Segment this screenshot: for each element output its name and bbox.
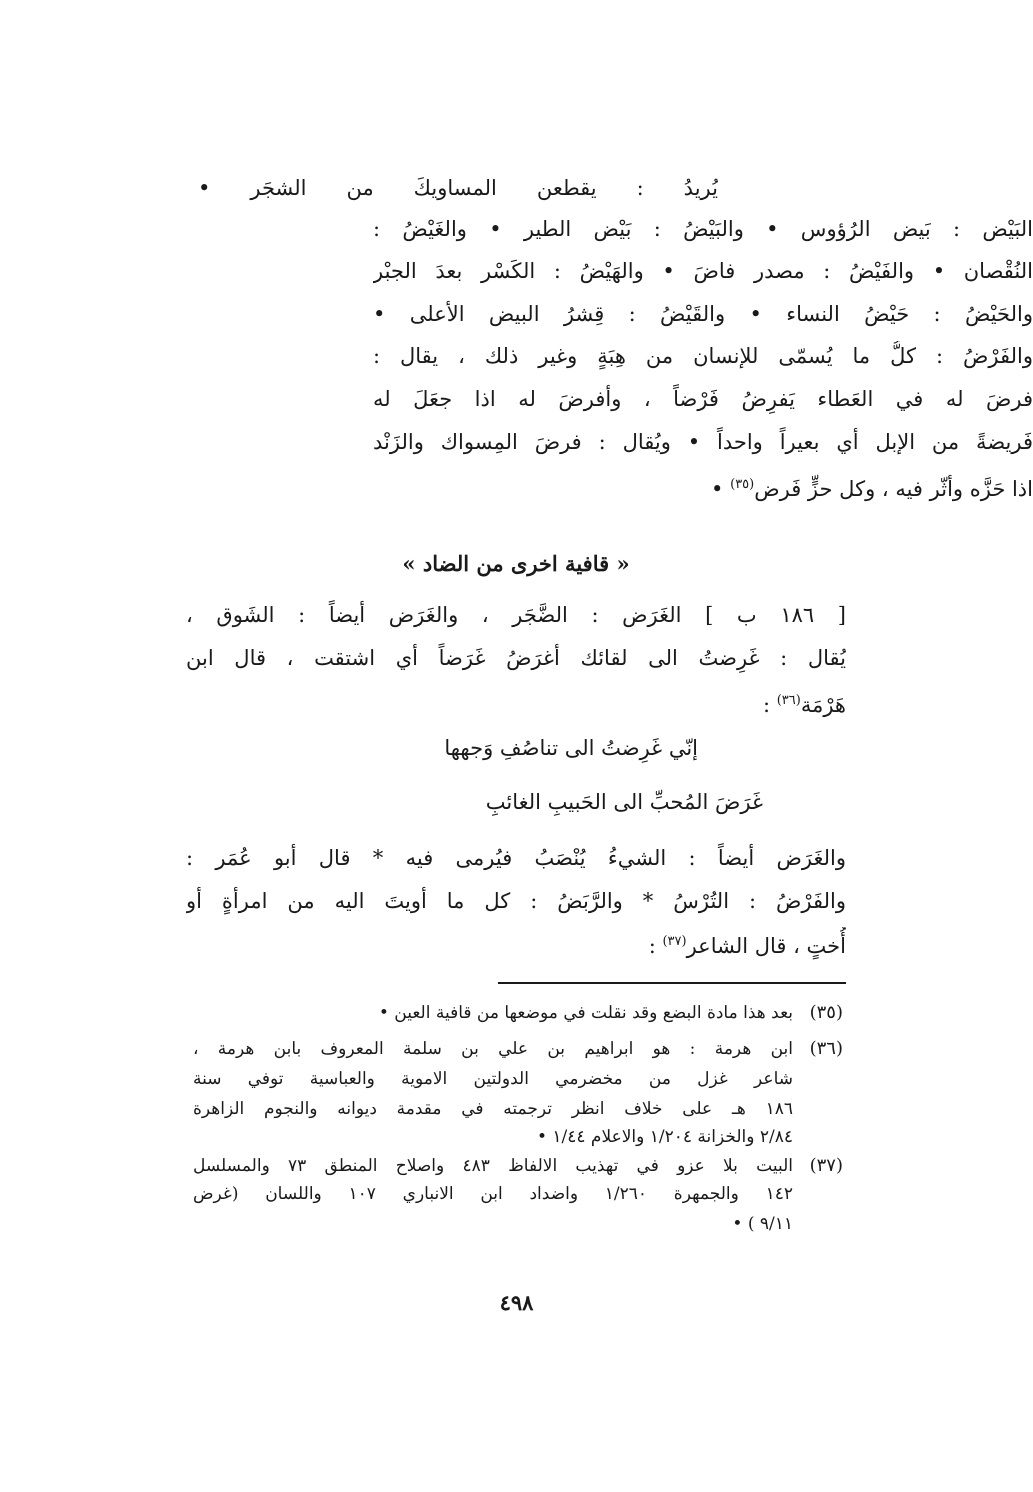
- body-line: البَيْض : بَيض الرُؤوس • والبَيْضُ : بَيْض الطير • والغَيْضُ :: [373, 217, 1033, 241]
- body-line: فَريضةً من الإبل أي بعيراً واحداً • ويُقال : فرضَ المِسواك والزَنْد: [373, 430, 1033, 454]
- footnote-line: شاعر غزل من مخضرمي الدولتين الاموية والعباسية توفي سنة: [193, 1069, 793, 1089]
- footnote-line: ابن هرمة : هو ابراهيم بن علي بن سلمة المعروف بابن هرمة ،: [193, 1039, 793, 1059]
- section-line: [ ١٨٦ ب ] الغَرَض : الضَّجَر ، والغَرَض أيضاً : الشَوق ،: [186, 603, 846, 627]
- footnote-number: (٣٥): [809, 1002, 843, 1023]
- footnote-separator: [498, 982, 846, 984]
- section-line-end: :: [762, 693, 777, 717]
- footnote-line: البيت بلا عزو في تهذيب الالفاظ ٤٨٣ واصلاح المنطق ٧٣ والمسلسل: [193, 1156, 793, 1176]
- after-line: والغَرَض أيضاً : الشيءُ يُنْصَبُ فيُرمى فيه * قال أبو عُمَر :: [186, 846, 846, 870]
- after-line-last: [186, 927, 846, 961]
- section-line: يُقال : غَرِضتُ الى لقائك أغرَضُ غَرَضاً أي اشتقت ، قال ابن: [186, 646, 846, 670]
- body-line: والفَرْضُ : كلُّ ما يُسمّى للإنسان من هِبَةٍ وغير ذلك ، يقال :: [373, 344, 1033, 368]
- footnote-number: (٣٧): [809, 1155, 843, 1176]
- footnote-ref-36: (٣٦): [776, 693, 801, 708]
- footnote-line: ٩/١١ ) •: [732, 1214, 793, 1234]
- body-line: فرضَ له في العَطاء يَفرِضُ فَرْضاً ، وأفرضَ له اذا جعَلَ له: [373, 387, 1033, 411]
- footnote-ref-37: (٣٧): [662, 934, 687, 949]
- section-line-last: [186, 686, 846, 720]
- footnote-number: (٣٦): [809, 1038, 843, 1059]
- section-line-text: هَرْمَة: [800, 693, 846, 717]
- footnote-line: ١٨٦ هـ على خلاف انظر ترجمته في مقدمة ديوانه والنجوم الزاهرة: [193, 1099, 793, 1119]
- footnote-line: ٢/٨٤ والخزانة ١/٢٠٤ والاعلام ١/٤٤ •: [536, 1127, 793, 1147]
- after-line: والفَرْضُ : التُرْسُ * والرَّبَضُ : كل ما أويتَ اليه من امرأةٍ أو: [186, 889, 846, 913]
- footnote-ref-35: (٣٥): [730, 477, 755, 492]
- verse-first-hemistich: إنّي غَرِضتُ الى تناصُفِ وَجهها: [444, 736, 698, 760]
- footnote-line: بعد هذا مادة البضع وقد نقلت في موضعها من قافية العين •: [378, 1003, 793, 1023]
- after-line-end: :: [648, 934, 663, 958]
- body-line: يُريدُ : يقطعن المساويكَ من الشجَر •: [198, 176, 718, 200]
- verse-second-hemistich: غَرَضَ المُحبِّ الى الحَبيبِ الغائبِ: [485, 790, 763, 814]
- body-line-end: •: [711, 477, 731, 501]
- body-line: والحَيْضُ : حَيْضُ النساء • والقَيْضُ : قِشرُ البيض الأعلى •: [373, 302, 1033, 326]
- footnote-line: ١٤٢ والجمهرة ١/٢٦٠ واضداد ابن الانباري ١٠٧ واللسان (غرض: [193, 1184, 793, 1204]
- page-number: ٤٩٨: [499, 1290, 534, 1315]
- body-line-last: [373, 470, 1033, 504]
- body-line-text: اذا حَزَّه وأثّر فيه ، وكل حزٍّ فَرض: [754, 477, 1033, 501]
- section-heading: « قافية اخرى من الضاد »: [402, 551, 630, 576]
- body-line: النُقْصان • والفَيْضُ : مصدر فاضَ • والهَيْضُ : الكَسْر بعدَ الجبْر: [373, 259, 1033, 283]
- after-line-text: أُختٍ ، قال الشاعر: [686, 934, 846, 958]
